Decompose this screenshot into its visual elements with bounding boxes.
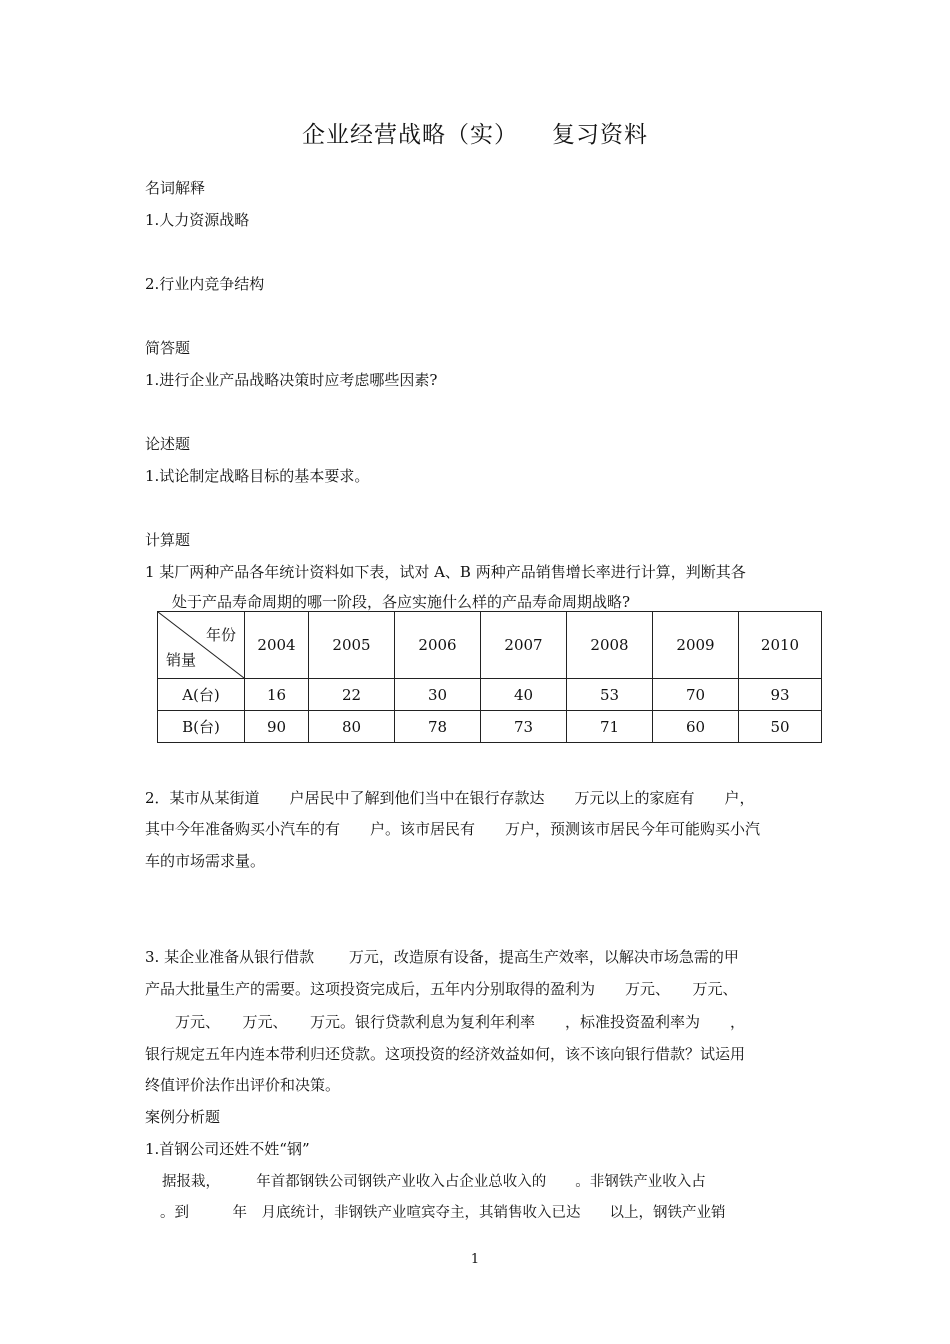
- title-main: 企业经营战略（实）: [302, 122, 518, 148]
- table-cell: 30: [395, 679, 481, 711]
- table-cell: 70: [653, 679, 739, 711]
- case-q1-title: 1.首钢公司还姓不姓“钢”: [145, 1140, 310, 1158]
- calc-q1-line-1: 1 某厂两种产品各年统计资料如下表，试对 A、B 两种产品销售增长率进行计算，判断其各: [145, 563, 746, 581]
- table-corner-cell: [158, 612, 245, 679]
- table-cell: 80: [309, 711, 395, 743]
- section-heading-short: 简答题: [145, 339, 191, 357]
- table-cell: 22: [309, 679, 395, 711]
- calc-q1-line-2: 处于产品寿命周期的哪一阶段，各应实施什么样的产品寿命周期战略?: [172, 593, 631, 611]
- table-cell: 78: [395, 711, 481, 743]
- section-heading-calc: 计算题: [145, 531, 191, 549]
- calc-q2-line-3: 车的市场需求量。: [145, 852, 266, 870]
- calc-q3-line-3: 万元、 万元、 万元。银行贷款利息为复利年利率 ，标准投资盈利率为 ，: [145, 1013, 746, 1031]
- corner-label-sales: 销量: [166, 651, 197, 669]
- table-header-year: 2006: [395, 612, 481, 679]
- title-sub: 复习资料: [552, 122, 648, 148]
- table-cell: 16: [245, 679, 309, 711]
- page-number: 1: [470, 1252, 480, 1267]
- sales-table: [157, 611, 822, 743]
- table-cell: 71: [567, 711, 653, 743]
- table-cell: 93: [739, 679, 822, 711]
- table-row: [158, 679, 822, 711]
- table-header-year: 2009: [653, 612, 739, 679]
- table-cell: 53: [567, 679, 653, 711]
- calc-q3-line-1: 3. 某企业准备从银行借款 万元，改造原有设备，提高生产效率，以解决市场急需的甲: [145, 948, 739, 966]
- table-cell: 73: [481, 711, 567, 743]
- table-header-row: [158, 612, 822, 679]
- calc-q3-line-4: 银行规定五年内连本带利归还贷款。这项投资的经济效益如何，该不该向银行借款？试运用: [145, 1045, 746, 1063]
- calc-q2-line-2: 其中今年准备购买小汽车的有 户。该市居民有 万户，预测该市居民今年可能购买小汽: [145, 820, 761, 838]
- table-header-year: 2004: [245, 612, 309, 679]
- section-heading-case: 案例分析题: [145, 1108, 221, 1126]
- row-label: A(台): [158, 679, 245, 711]
- terms-question-2: 2.行业内竞争结构: [145, 275, 265, 293]
- calc-q3-line-5: 终值评价法作出评价和决策。: [145, 1076, 341, 1094]
- table-header-year: 2010: [739, 612, 822, 679]
- page-title: [0, 116, 950, 149]
- table-cell: 50: [739, 711, 822, 743]
- section-heading-essay: 论述题: [145, 435, 191, 453]
- row-label: B(台): [158, 711, 245, 743]
- section-heading-terms: 名词解释: [145, 179, 206, 197]
- case-q1-line-2: 。到 年 月底统计，非钢铁产业喧宾夺主，其销售收入已达 以上，钢铁产业销: [160, 1205, 726, 1221]
- table-cell: 60: [653, 711, 739, 743]
- corner-label-year: 年份: [205, 626, 236, 644]
- table-header-year: 2005: [309, 612, 395, 679]
- table-header-year: 2007: [481, 612, 567, 679]
- short-question-1: 1.进行企业产品战略决策时应考虑哪些因素?: [145, 371, 438, 389]
- table-cell: 90: [245, 711, 309, 743]
- terms-question-1: 1.人力资源战略: [145, 211, 250, 229]
- essay-question-1: 1.试论制定战略目标的基本要求。: [145, 467, 370, 485]
- table-cell: 40: [481, 679, 567, 711]
- calc-q3-line-2: 产品大批量生产的需要。这项投资完成后，五年内分别取得的盈利为 万元、 万元、: [145, 980, 738, 998]
- calc-q2-line-1: 2．某市从某街道 户居民中了解到他们当中在银行存款达 万元以上的家庭有 户，: [145, 789, 755, 807]
- table-header-year: 2008: [567, 612, 653, 679]
- table-row: [158, 711, 822, 743]
- case-q1-line-1: 据报栽， 年首都钢铁公司钢铁产业收入占企业总收入的 。非钢铁产业收入占: [162, 1174, 706, 1190]
